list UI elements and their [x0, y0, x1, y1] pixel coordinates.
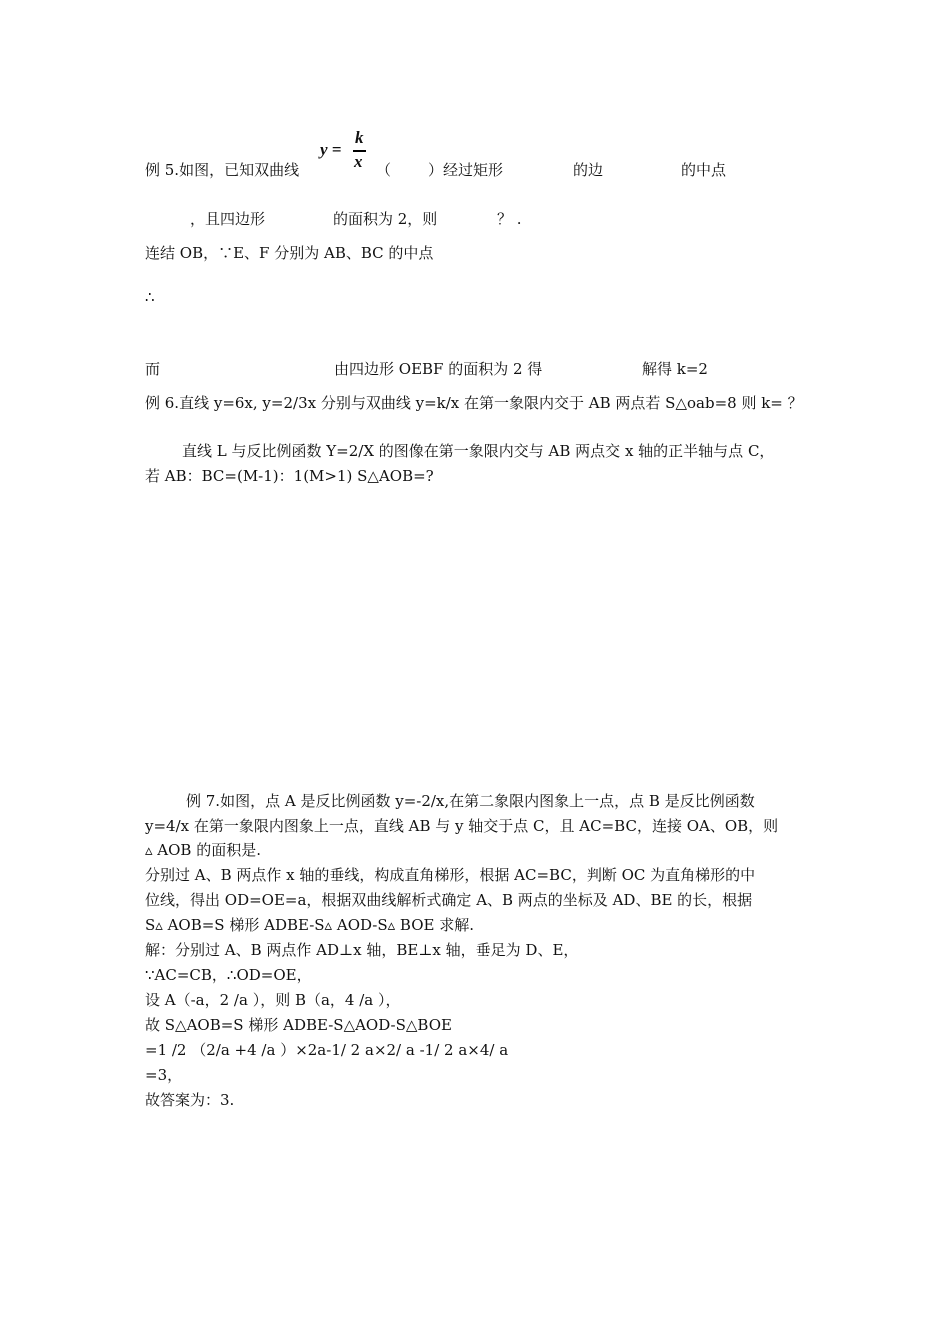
- formula-numerator: k: [355, 128, 364, 147]
- ex7-para2-line1: 分别过 A、B 两点作 x 轴的垂线，构成直角梯形，根据 AC=BC，判断 OC 为直角梯形的中: [145, 866, 756, 884]
- hyperbola-formula: [320, 128, 370, 178]
- ex7-solution-7: 故答案为：3.: [145, 1091, 235, 1109]
- ex5-line5-area: 由四边形 OEBF 的面积为 2 得: [334, 360, 543, 378]
- ex7-para2-line3: S▵ AOB=S 梯形 ADBE-S▵ AOD-S▵ BOE 求解.: [145, 916, 475, 934]
- ex7-solution-2: ∵AC=CB，∴OD=OE，: [145, 966, 312, 984]
- ex7-para1-line2: y=4/x 在第一象限内图象上一点，直线 AB 与 y 轴交于点 C，且 AC=BC，连接 OA、OB，则: [145, 817, 779, 835]
- ex7-para1-line1: 例 7.如图，点 A 是反比例函数 y=-2/x,在第二象限内图象上一点，点 B 是反比例函数: [186, 792, 755, 810]
- ex5-line5-and: 而: [145, 360, 161, 378]
- formula-denominator: x: [354, 152, 363, 171]
- ex6-line1: 例 6.直线 y=6x, y=2/3x 分别与双曲线 y=k/x 在第一象限内交于 AB 两点若 S△oab=8 则 k= ？: [145, 394, 803, 412]
- ex6-para-line-b: 若 AB：BC=(M-1)：1(M>1) S△AOB=?: [145, 467, 434, 485]
- ex7-para2-line2: 位线，得出 OD=OE=a，根据双曲线解析式确定 A、B 两点的坐标及 AD、BE 的长，根据: [145, 891, 753, 909]
- ex5-line1-edge: 的边: [573, 161, 604, 179]
- formula-lhs: y =: [320, 140, 342, 159]
- ex5-line5-answer: 解得 k=2: [642, 360, 708, 378]
- ex5-line1-midpoint: 的中点: [681, 161, 727, 179]
- ex5-line2-area: 的面积为 2，则: [333, 210, 438, 228]
- ex7-solution-3: 设 A（-a，2 /a ），则 B（a，4 /a ），: [145, 991, 401, 1009]
- ex5-line2-question: ？ .: [497, 210, 522, 228]
- ex6-para-line-a: 直线 L 与反比例函数 Y=2/X 的图像在第一象限内交与 AB 两点交 x 轴的正半轴与点 C，: [182, 442, 775, 460]
- ex7-solution-4: 故 S△AOB=S 梯形 ADBE-S△AOD-S△BOE: [145, 1016, 452, 1034]
- ex7-solution-1: 解：分别过 A、B 两点作 AD⊥x 轴，BE⊥x 轴，垂足为 D、E，: [145, 941, 579, 959]
- ex7-para1-line3: ▵ AOB 的面积是.: [145, 841, 261, 859]
- ex5-therefore: ∴: [145, 288, 155, 306]
- ex7-solution-5: =1 /2 （2/a +4 /a ）×2a-1/ 2 a×2/ a -1/ 2 a×4/ a: [145, 1041, 509, 1059]
- ex5-line1-rect: ）经过矩形: [428, 161, 504, 179]
- ex5-line2-quad: ，且四边形: [190, 210, 266, 228]
- ex7-solution-6: =3，: [145, 1066, 183, 1084]
- ex5-line1-intro: 例 5.如图，已知双曲线: [145, 161, 300, 179]
- ex5-line3: 连结 OB，∵E、F 分别为 AB、BC 的中点: [145, 244, 434, 262]
- ex5-line1-paren: （: [376, 161, 392, 179]
